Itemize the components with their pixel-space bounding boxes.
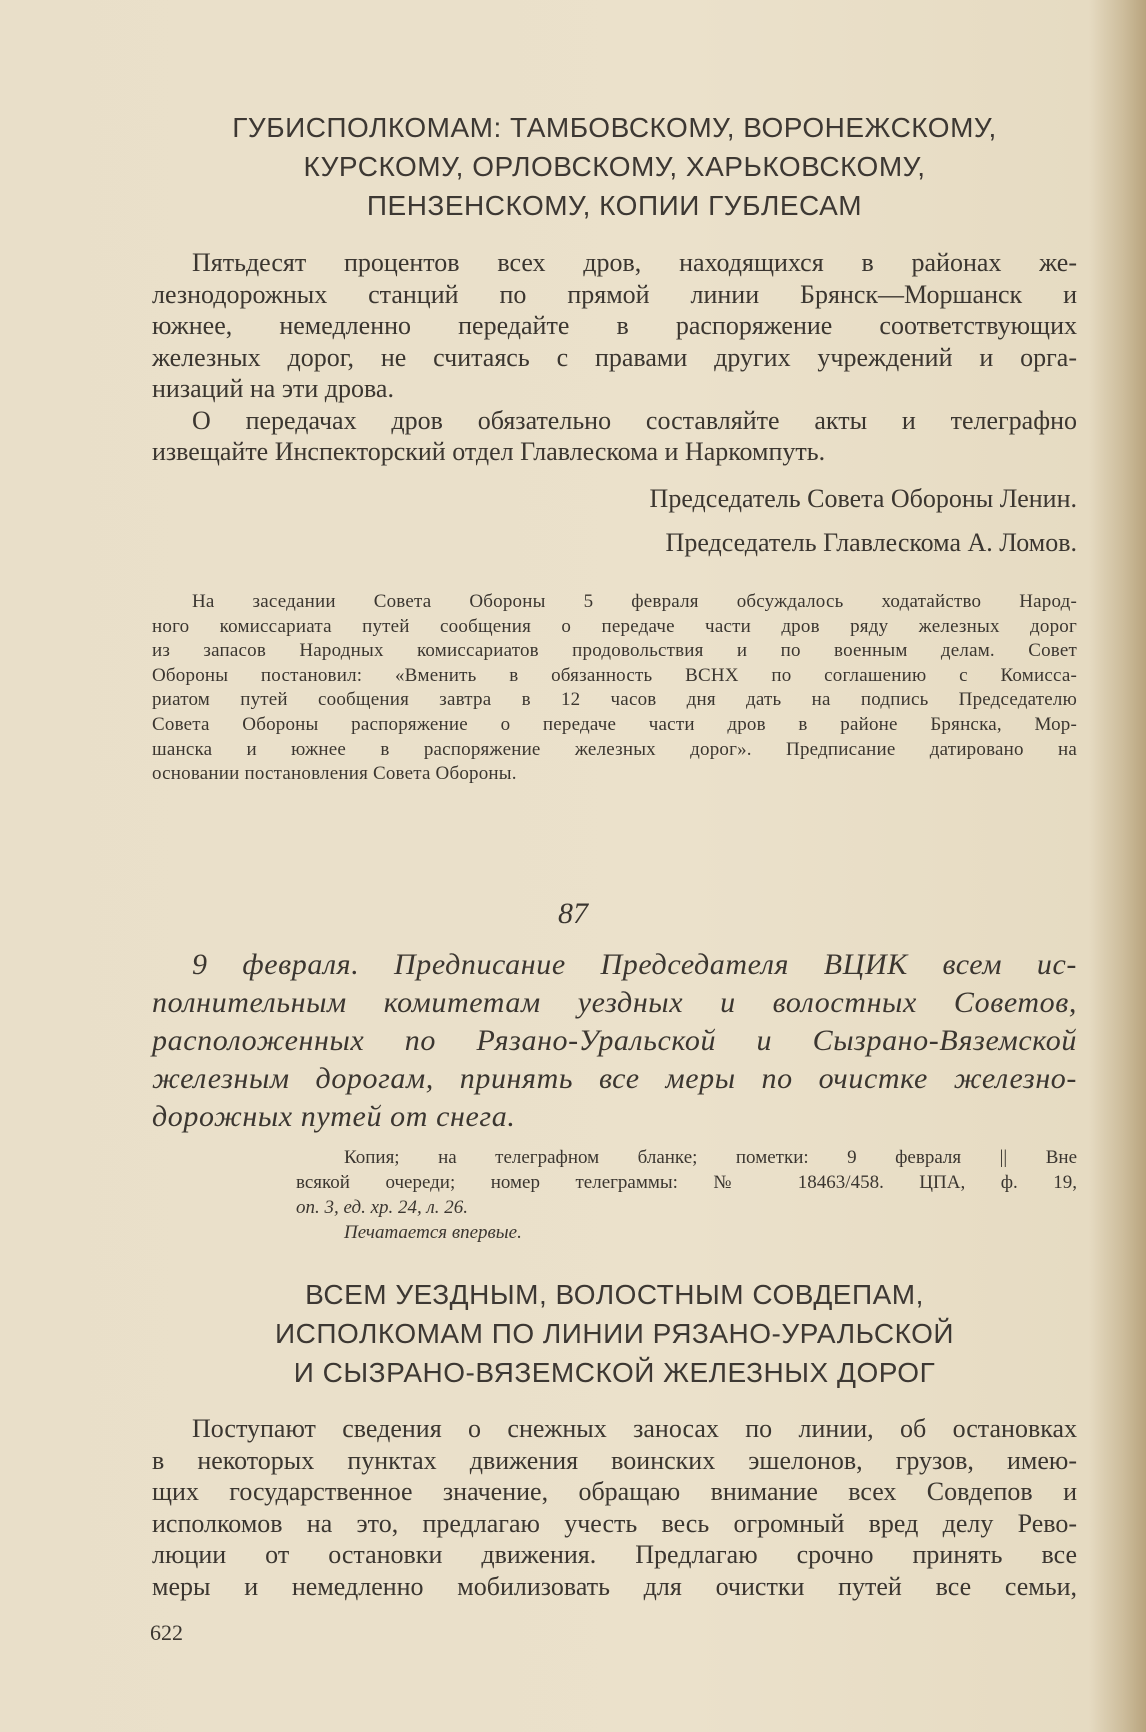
heading2-line: ИСПОЛКОМАМ ПО ЛИНИИ РЯЗАНО-УРАЛЬСКОЙ xyxy=(275,1318,954,1349)
page-number: 622 xyxy=(150,1620,183,1645)
note-line: На заседании Совета Обороны 5 февраля обсуждалось ходатайство Народ- xyxy=(192,591,1077,612)
summary-line: железным дорогам, принять все меры по очистке железно- xyxy=(152,1062,1077,1095)
heading1-line: ГУБИСПОЛКОМАМ: ТАМБОВСКОМУ, ВОРОНЕЖСКОМУ, xyxy=(232,112,997,143)
body2-line: Поступают сведения о снежных заносах по линии, об остановках xyxy=(192,1414,1077,1443)
body2-line: в некоторых пунктах движения воинских эшелонов, грузов, имею- xyxy=(152,1445,1077,1475)
body-telegram-1 xyxy=(152,247,1077,468)
body1-line: железных дорог, не считаясь с правами других учреждений и орга- xyxy=(152,342,1077,372)
body1-line: низаций на эти дрова. xyxy=(152,374,394,403)
note-line: Совета Обороны распоряжение о передаче части дров в районе Брянска, Мор- xyxy=(152,713,1077,735)
source-line: всякой очереди; номер телеграммы: № 18463/458. ЦПА, ф. 19, xyxy=(296,1172,1077,1193)
body1-line: Пятьдесят процентов всех дров, находящихся в районах же- xyxy=(192,248,1077,277)
body1-line: О передачах дров обязательно составляйте акты и телеграфно xyxy=(192,405,1077,435)
summary-line: полнительным комитетам уездных и волостных Советов, xyxy=(152,986,1077,1019)
signature-lomov: Председатель Главлескома А. Ломов. xyxy=(665,528,1077,557)
heading-sovdepam xyxy=(152,1275,1077,1392)
note-line: шанска и южнее в распоряжение железных дорог». Предписание датировано на xyxy=(152,738,1077,760)
body1-line: лезнодорожных станций по прямой линии Брянск—Моршанск и xyxy=(152,279,1077,309)
body1-line: южнее, немедленно передайте в распоряжение соответствующих xyxy=(152,311,1077,340)
note-line: ного комиссариата путей сообщения о передаче части дров ряду железных дорог xyxy=(152,615,1077,637)
source-line: Печатается впервые. xyxy=(344,1222,522,1243)
summary-line: 9 февраля. Предписание Председателя ВЦИК всем ис- xyxy=(192,948,1077,981)
summary-line: расположенных по Рязано-Уральской и Сызрано-Вяземской xyxy=(152,1024,1077,1057)
heading1-line: ПЕНЗЕНСКОМУ, КОПИИ ГУБЛЕСАМ xyxy=(366,190,863,221)
source-line: оп. 3, ед. хр. 24, л. 26. xyxy=(296,1197,469,1218)
body2-line: люции от остановки движения. Предлагаю срочно принять все xyxy=(152,1540,1077,1569)
heading1-line: КУРСКОМУ, ОРЛОВСКОМУ, ХАРЬКОВСКОМУ, xyxy=(303,151,926,182)
heading-gubispolkomam xyxy=(152,108,1077,225)
document-number: 87 xyxy=(558,897,588,930)
document-summary xyxy=(152,946,1077,1136)
signature-lenin: Председатель Совета Обороны Ленин. xyxy=(649,484,1077,513)
note-line: Обороны постановил: «Вменить в обязанность ВСНХ по соглашению с Комисса- xyxy=(152,664,1077,686)
summary-line: дорожных путей от снега. xyxy=(152,1100,516,1133)
body-telegram-2 xyxy=(152,1413,1077,1602)
body2-line: щих государственное значение, обращаю внимание всех Совдепов и xyxy=(152,1477,1077,1506)
body2-line: исполкомов на это, предлагаю учесть весь огромный вред делу Рево- xyxy=(152,1508,1077,1538)
note-line: из запасов Народных комиссариатов продовольствия и по военным делам. Совет xyxy=(152,640,1077,662)
editorial-note xyxy=(152,590,1077,787)
source-note xyxy=(296,1145,1077,1245)
note-line: основании постановления Совета Обороны. xyxy=(152,763,517,785)
source-line: Копия; на телеграфном бланке; пометки: 9 февраля || Вне xyxy=(344,1147,1077,1168)
body1-line: извещайте Инспекторский отдел Главлескома и Наркомпуть. xyxy=(152,437,826,466)
heading2-line: И СЫЗРАНО-ВЯЗЕМСКОЙ ЖЕЛЕЗНЫХ ДОРОГ xyxy=(293,1357,936,1388)
heading2-line: ВСЕМ УЕЗДНЫМ, ВОЛОСТНЫМ СОВДЕПАМ, xyxy=(305,1279,924,1310)
note-line: риатом путей сообщения завтра в 12 часов дня дать на подпись Председателю xyxy=(152,689,1077,711)
body2-line: меры и немедленно мобилизовать для очистки путей все семьи, xyxy=(152,1571,1077,1601)
